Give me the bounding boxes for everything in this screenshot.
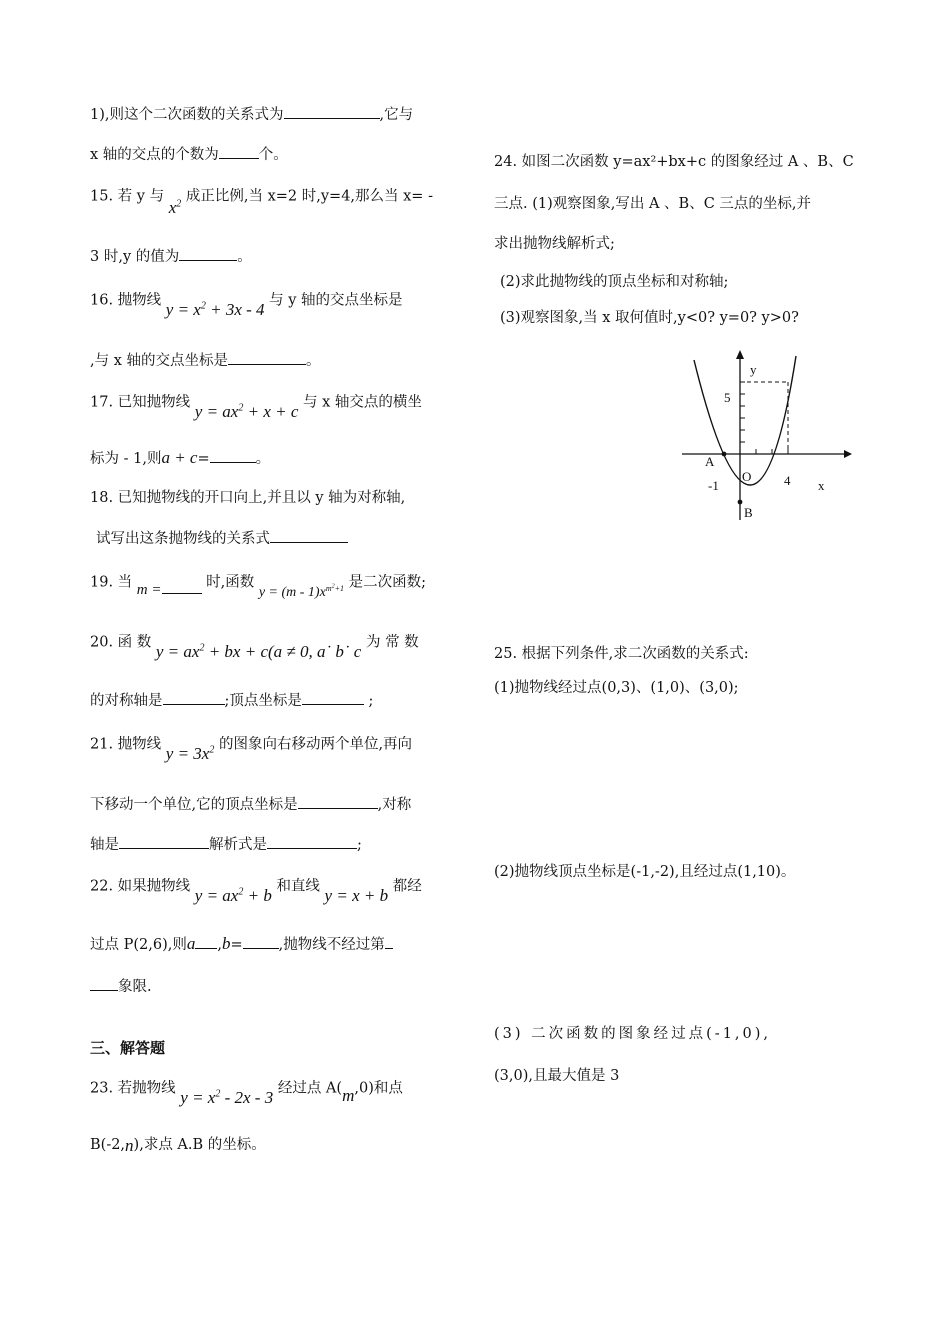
answer-blank[interactable]	[302, 690, 364, 705]
answer-blank[interactable]	[90, 976, 118, 991]
tick-label-5: 5	[724, 390, 731, 405]
q25-line-4: (3) 二次函数的图象经过点(-1,0),	[494, 1026, 772, 1042]
q15-line-2: 3 时,y 的值为 。	[90, 246, 252, 267]
q20-formula: $y = ax^2$ + bx + c(a ≠ 0, a˙ b˙ c	[155, 641, 362, 661]
q21-line-3: 轴是 解析式是 ;	[90, 834, 362, 855]
answer-blank[interactable]	[284, 104, 380, 119]
q25-line-2: (1)抛物线经过点(0,3)、(1,0)、(3,0);	[494, 680, 739, 696]
q23-line-1: 23. 若抛物线 $y = x^2 - 2x - 3$ 经过点 A(m,0)和点	[90, 1080, 403, 1107]
answer-blank[interactable]	[267, 834, 357, 849]
q22-formula-parabola: $y = ax^2 + b$	[194, 885, 272, 905]
x-ticks	[756, 449, 788, 454]
q24-line-2: 三点. (1)观察图象,写出 A 、B、C 三点的坐标,并	[494, 196, 812, 212]
answer-blank[interactable]	[219, 144, 259, 159]
answer-blank[interactable]	[298, 794, 378, 809]
answer-blank[interactable]	[243, 934, 279, 949]
q19-formula: $y = (m - 1)x^{m^2+1}$	[258, 583, 344, 601]
y-axis-arrow	[736, 350, 744, 359]
section-heading-answers: 三、解答题	[90, 1039, 166, 1057]
origin-label: O	[742, 469, 752, 484]
q16-line-2: ,与 x 轴的交点坐标是 。	[90, 350, 321, 371]
q22-formula-line: y = x + b	[324, 885, 389, 905]
q23-formula: $y = x^2 - 2x - 3$	[180, 1087, 274, 1107]
point-a-label: A	[705, 454, 715, 469]
y-axis-label: y	[750, 362, 757, 377]
q22-line-3: 象限.	[90, 976, 152, 997]
q17-line-1: 17. 已知抛物线 $y = ax^2 + x + c$ 与 x 轴交点的横坐	[90, 394, 422, 421]
q21-line-2: 下移动一个单位,它的顶点坐标是 ,对称	[90, 794, 411, 815]
answer-blank[interactable]	[163, 690, 225, 705]
q18-line-2: 试写出这条抛物线的关系式	[96, 528, 348, 549]
point-b-label: B	[744, 505, 753, 520]
answer-blank[interactable]	[385, 934, 393, 949]
tick-label-4: 4	[784, 473, 791, 488]
answer-blank[interactable]	[210, 448, 256, 463]
q23-line-2: B(-2,n),求点 A.B 的坐标。	[90, 1136, 266, 1155]
q19-line: 19. 当 m = 时,函数 $y = (m - 1)x^{m^2+1}$ 是二次函数;	[90, 574, 426, 601]
q14-line-1: 1),则这个二次函数的关系式为 ,它与	[90, 104, 413, 125]
q15-line-1: 15. 若 y 与 $x^2$ 成正比例,当 x=2 时,y=4,那么当 x= -	[90, 188, 433, 217]
q18-line-1: 18. 已知抛物线的开口向上,并且以 y 轴为对称轴,	[90, 490, 406, 506]
q16-formula: $y = x^2 + 3x - 4$	[165, 299, 265, 319]
q21-formula: $y = 3x^2$	[165, 743, 215, 763]
q25-line-1: 25. 根据下列条件,求二次函数的关系式:	[494, 646, 749, 662]
answer-blank[interactable]	[162, 579, 202, 594]
answer-blank[interactable]	[195, 934, 217, 949]
q17-formula: $y = ax^2 + x + c$	[194, 401, 299, 421]
q17-line-2: 标为 - 1,则a + c= 。	[90, 448, 271, 467]
q19-m: m =	[136, 582, 162, 599]
point-b-dot	[738, 500, 743, 505]
x-axis-label: x	[818, 478, 825, 493]
x-axis-arrow	[844, 450, 852, 458]
tick-label-neg1: -1	[708, 478, 719, 493]
answer-blank[interactable]	[270, 528, 348, 543]
answer-blank[interactable]	[228, 350, 306, 365]
q24-line-5: (3)观察图象,当 x 取何值时,y<0? y=0? y>0?	[500, 310, 799, 326]
q25-line-3: (2)抛物线顶点坐标是(-1,-2),且经过点(1,10)。	[494, 864, 796, 880]
q25-line-5: (3,0),且最大值是 3	[494, 1068, 620, 1084]
q24-line-3: 求出抛物线解析式;	[494, 236, 615, 252]
point-a-dot	[722, 452, 727, 457]
q24-line-4: (2)求此抛物线的顶点坐标和对称轴;	[500, 274, 729, 290]
q20-line-2: 的对称轴是 ;顶点坐标是 ;	[90, 690, 373, 711]
parabola-graph	[672, 350, 862, 525]
q16-line-1: 16. 抛物线 $y = x^2 + 3x - 4$ 与 y 轴的交点坐标是	[90, 292, 403, 319]
q22-line-1: 22. 如果抛物线 $y = ax^2 + b$ 和直线 y = x + b 都经	[90, 878, 422, 905]
q20-line-1: 20. 函 数 $y = ax^2$ + bx + c(a ≠ 0, a˙ b˙ c 为 常 数	[90, 634, 419, 661]
answer-blank[interactable]	[179, 246, 237, 261]
q14-line-2: x 轴的交点的个数为 个。	[90, 144, 288, 165]
q15-formula: $x^2$	[168, 197, 182, 217]
q24-line-1: 24. 如图二次函数 y=ax²+bx+c 的图象经过 A 、B、C	[494, 154, 854, 170]
answer-blank[interactable]	[119, 834, 209, 849]
q22-line-2: 过点 P(2,6),则a ,b= ,抛物线不经过第	[90, 934, 393, 955]
y-ticks	[740, 382, 745, 442]
q21-line-1: 21. 抛物线 $y = 3x^2$ 的图象向右移动两个单位,再向	[90, 736, 413, 763]
